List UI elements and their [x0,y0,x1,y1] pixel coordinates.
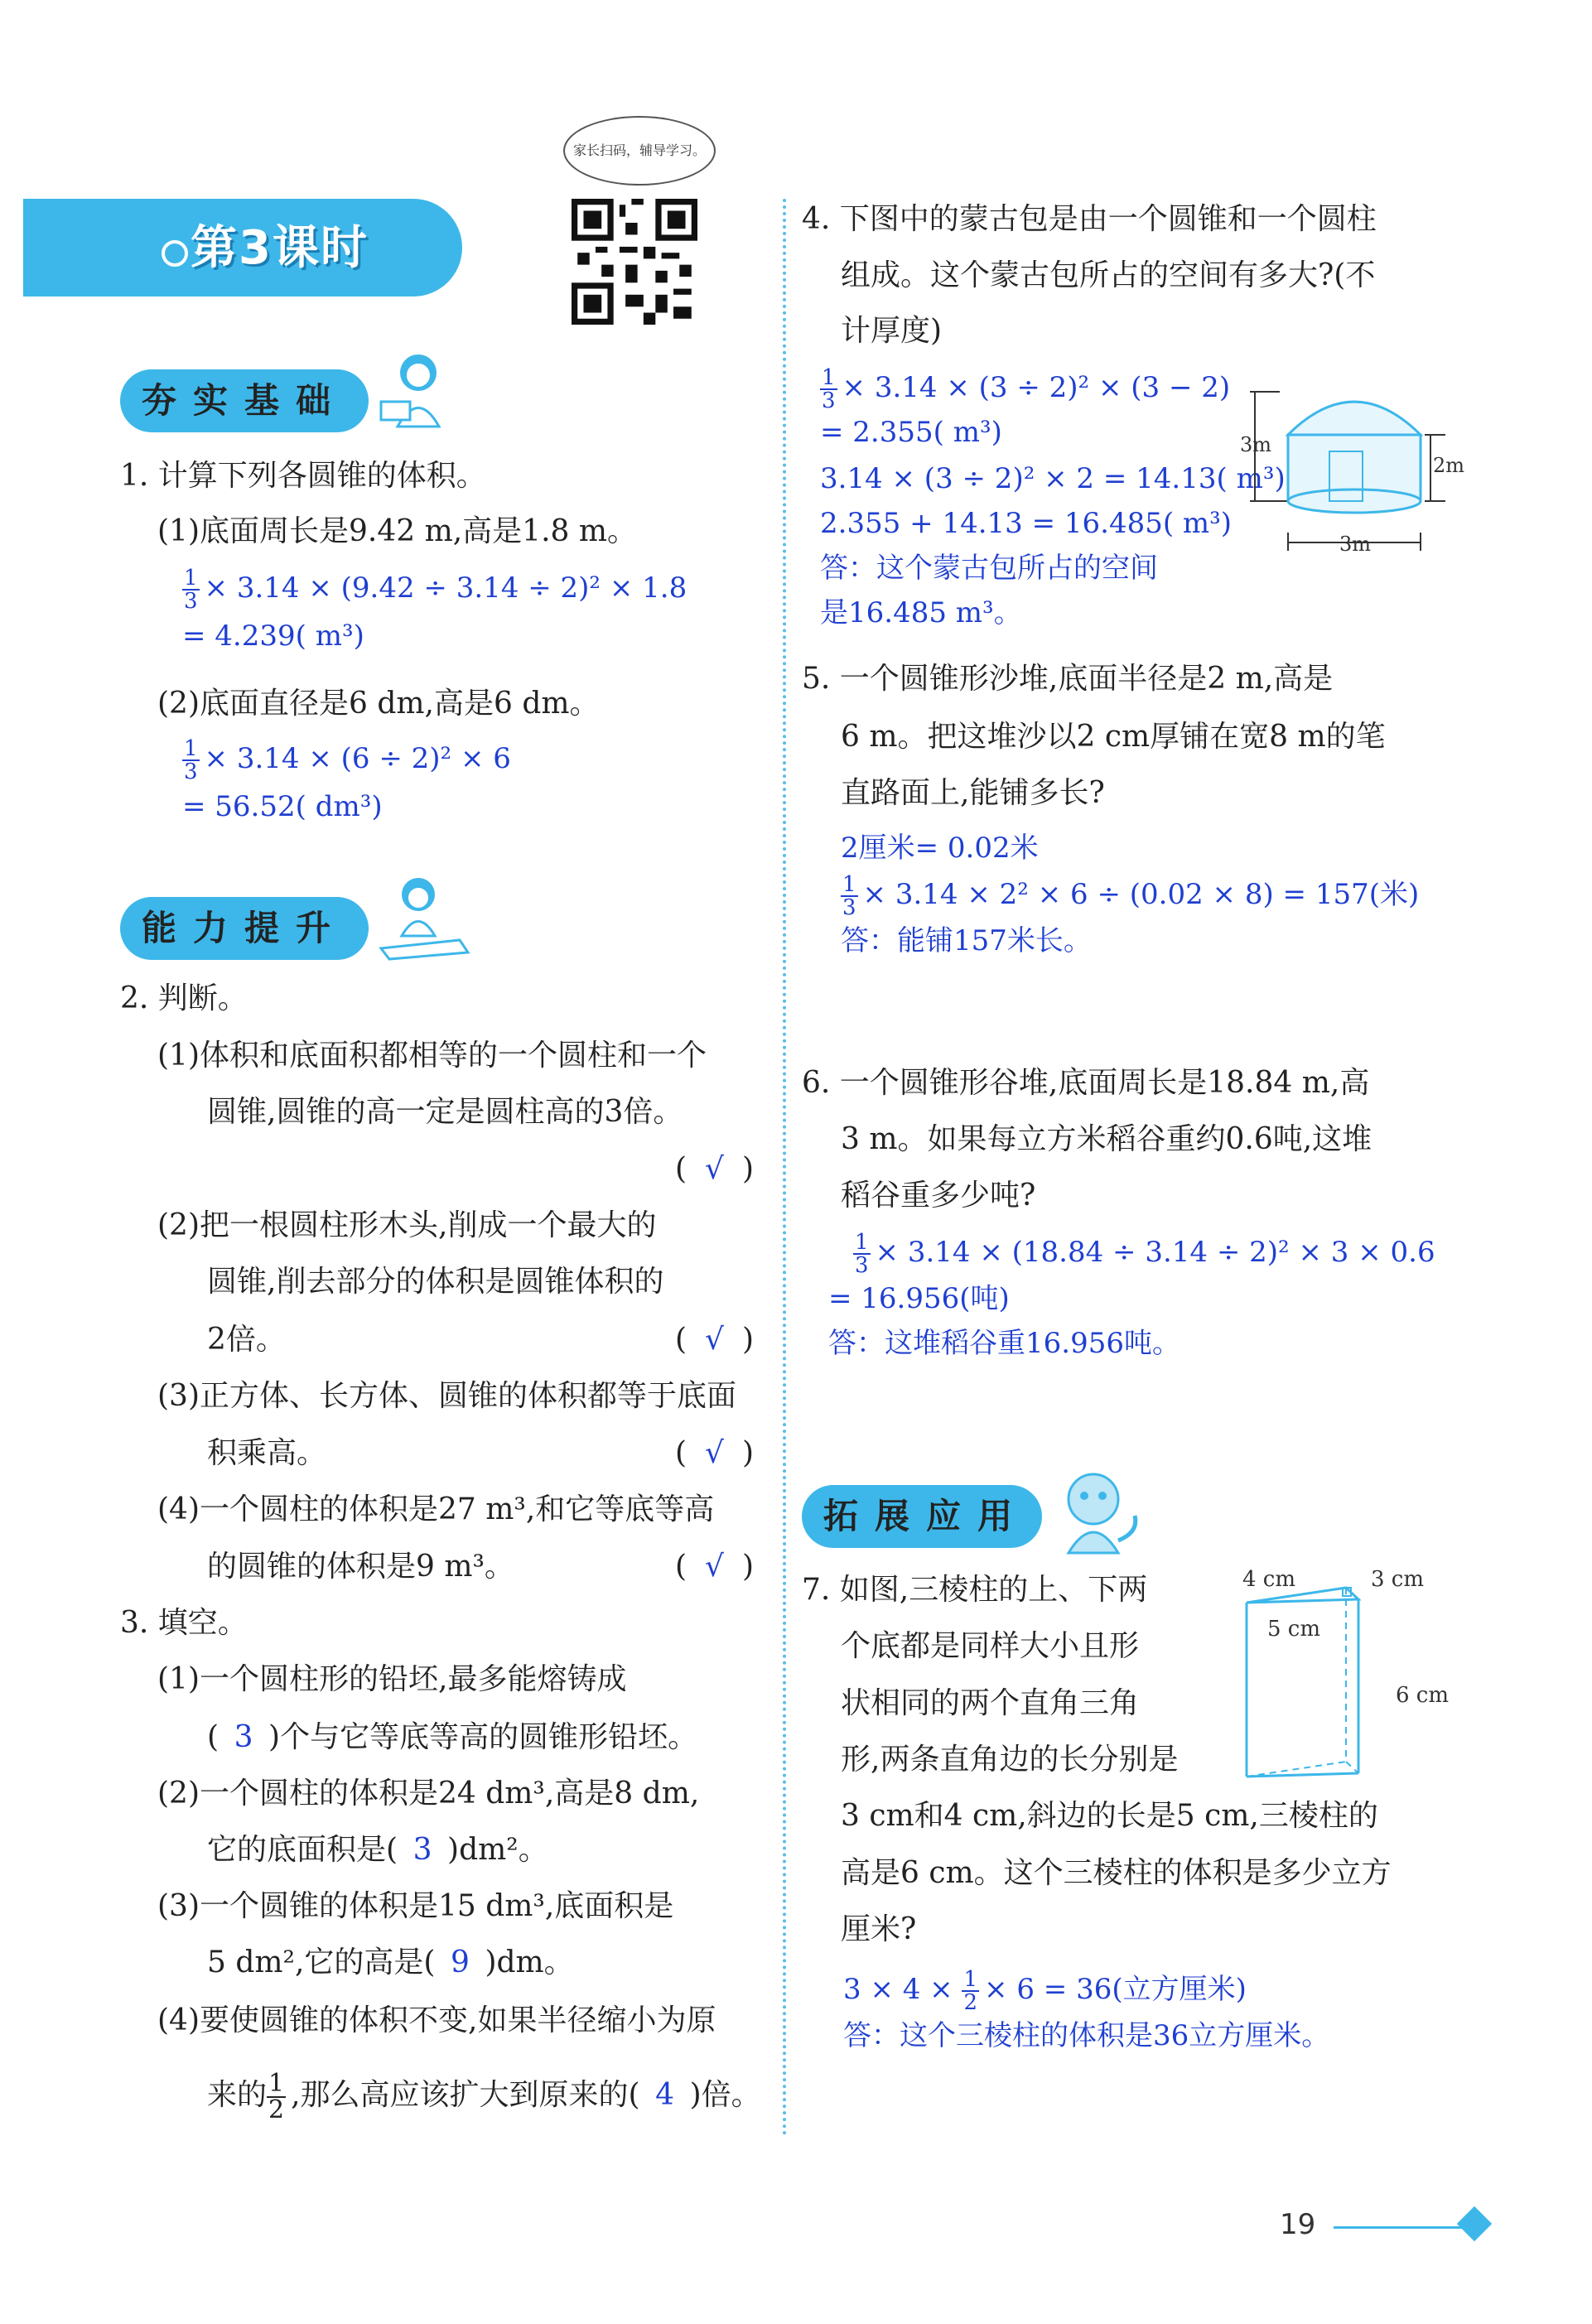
fraction-one-third: $\frac{1}{3}$ [855,1230,869,1278]
q7-answer-line2: 答：这个三棱柱的体积是36立方厘米。 [843,2019,1330,2052]
q3-part2-line1: (2)一个圆柱的体积是24 dm³,高是8 dm, [157,1777,700,1811]
q2-part2-line3: 2倍。 [207,1323,286,1357]
tiger-mascot-icon [1048,1466,1147,1557]
q2-part4-judgement: ( √ ) [675,1550,755,1584]
q2-part1-judgement: ( √ ) [675,1152,755,1186]
q3-part2-line2: 它的底面积是( 3 )dm²。 [207,1825,548,1875]
q1-part2-text: (2)底面直径是6 dm,高是6 dm。 [157,687,600,721]
q2-part4-line1: (4)一个圆柱的体积是27 m³,和它等底等高 [157,1492,715,1526]
q2-part3-judgement: ( √ ) [675,1436,755,1470]
boy-writing-icon [373,870,472,961]
q5-answer-line3: 答：能铺157米长。 [841,924,1092,957]
q7-line3: 状相同的两个直角三角 [841,1686,1140,1720]
q3-part1-line2: ( 3 )个与它等底等高的圆锥形铅坯。 [207,1713,697,1762]
q4-answer-line4: 2.355 + 14.13 = 16.485( m³) [820,507,1233,540]
q5-line3: 直路面上,能铺多长? [841,776,1105,810]
q2-part1-line1: (1)体积和底面积都相等的一个圆柱和一个 [157,1039,707,1073]
fraction-one-half: $\frac{1}{2}$ [963,1967,978,2015]
fraction-one-third: $\frac{1}{3}$ [184,736,198,784]
triangular-prism-figure [1238,1569,1470,1793]
q5-line2: 6 m。把这堆沙以2 cm厚铺在宽8 m的笔 [841,720,1386,754]
q3-part3-line2: 5 dm²,它的高是( 9 )dm。 [207,1938,574,1988]
page-number: 19 [1280,2208,1316,2241]
q1-stem: 1. 计算下列各圆锥的体积。 [120,459,486,493]
q3-part4-answer: 4 [655,2078,675,2112]
q2-part2-judgement: ( √ ) [675,1323,755,1357]
q2-part4-line2: 的圆锥的体积是9 m³。 [207,1550,514,1584]
q7-line1: 7. 如图,三棱柱的上、下两 [802,1573,1148,1607]
q3-part1-line1: (1)一个圆柱形的铅坯,最多能熔铸成 [157,1662,627,1696]
q6-line3: 稻谷重多少吨? [841,1179,1036,1213]
yurt-figure [1240,377,1465,559]
q1-part1-text: (1)底面周长是9.42 m,高是1.8 m。 [157,514,638,548]
fraction-one-third: $\frac{1}{3}$ [842,872,856,920]
section-title-extension: 拓展应用 [802,1485,1042,1548]
q5-line1: 5. 一个圆锥形沙堆,底面半径是2 m,高是 [802,662,1334,696]
q2-part2-line1: (2)把一根圆柱形木头,削成一个最大的 [157,1208,657,1242]
yurt-diameter-label: 3m [1339,533,1372,556]
q3-part1-answer: 3 [234,1720,253,1754]
q6-answer-line1: $\frac{1}{3}$ × 3.14 × (18.84 ÷ 3.14 ÷ 2)² × 3 × 0.6 [855,1230,1435,1278]
q4-answer-line5: 答：这个蒙古包所占的空间 [820,552,1158,585]
qr-caption-bubble [563,116,716,186]
page-number-line [1334,2226,1466,2229]
q2-part3-line1: (3)正方体、长方体、圆锥的体积都等于底面 [157,1379,736,1413]
fraction-one-third: $\frac{1}{3}$ [184,566,198,614]
fraction-one-third: $\frac{1}{3}$ [822,365,836,413]
q1-part2-answer-line1: $\frac{1}{3}$ × 3.14 × (6 ÷ 2)² × 6 [184,736,511,784]
q3-part3-line1: (3)一个圆锥的体积是15 dm³,底面积是 [157,1889,674,1923]
q2-part3-line2: 积乘高。 [207,1436,327,1470]
q3-stem: 3. 填空。 [120,1606,248,1640]
diamond-icon [1457,2206,1492,2241]
q4-answer-line1: $\frac{1}{3}$ × 3.14 × (3 ÷ 2)² × (3 − 2) [822,365,1231,413]
q6-answer-line3: 答：这堆稻谷重16.956吨。 [828,1327,1180,1360]
q5-answer-line1: 2厘米= 0.02米 [841,832,1039,865]
q4-line1: 4. 下图中的蒙古包是由一个圆锥和一个圆柱 [802,202,1377,236]
q4-answer-line6: 是16.485 m³。 [820,596,1022,629]
q2-part1-line2: 圆锥,圆锥的高一定是圆柱高的3倍。 [207,1095,683,1129]
girl-reading-icon [373,344,456,435]
q2-stem: 2. 判断。 [120,981,248,1015]
lesson-title: 第3课时 [191,221,369,275]
q4-answer-line3: 3.14 × (3 ÷ 2)² × 2 = 14.13( m³) [820,462,1286,495]
q4-answer-line2: = 2.355( m³) [820,416,1002,449]
section-title-ability: 能力提升 [120,897,369,960]
prism-hypotenuse-label: 5 cm [1267,1617,1321,1642]
prism-leg-4-label: 4 cm [1242,1567,1296,1592]
qr-code-icon[interactable] [572,199,697,325]
q4-line3: 计厚度) [841,314,943,348]
q7-line5: 3 cm和4 cm,斜边的长是5 cm,三棱柱的 [841,1799,1378,1833]
q2-part2-line2: 圆锥,削去部分的体积是圆锥体积的 [207,1265,664,1299]
q7-line7: 厘米? [841,1912,917,1946]
yurt-cylinder-label: 2m [1433,454,1465,477]
q3-part4-line1: (4)要使圆锥的体积不变,如果半径缩小为原 [157,2003,716,2037]
fraction-one-half: $\frac{1}{2}$ [268,2069,285,2124]
q7-answer-line1: 3 × 4 × $\frac{1}{2}$ × 6 = 36(立方厘米) [843,1967,1247,2015]
q3-part3-answer: 9 [451,1946,470,1979]
qr-caption: 家长扫码，辅导学习。 [572,142,706,158]
q1-part1-answer-line1: $\frac{1}{3}$ × 3.14 × (9.42 ÷ 3.14 ÷ 2)² × 1.8 [184,566,687,614]
prism-height-label: 6 cm [1396,1683,1450,1708]
q3-part2-answer: 3 [412,1833,432,1867]
q7-line4: 形,两条直角边的长分别是 [841,1743,1179,1777]
column-divider [783,199,786,2137]
section-title-basics: 夯实基础 [120,369,369,432]
q7-line2: 个底都是同样大小且形 [841,1629,1140,1663]
q4-line2: 组成。这个蒙古包所占的空间有多大?(不 [841,258,1376,292]
q3-part4-line2: 来的 $\frac{1}{2}$ ,那么高应该扩大到原来的( 4 )倍。 [207,2069,761,2124]
q6-line2: 3 m。如果每立方米稻谷重约0.6吨,这堆 [841,1122,1372,1156]
yurt-height-label: 3m [1240,433,1272,456]
prism-leg-3-label: 3 cm [1371,1567,1425,1592]
q7-line6: 高是6 cm。这个三棱柱的体积是多少立方 [841,1856,1392,1890]
q1-part1-answer-line2: = 4.239( m³) [182,620,364,653]
q1-part2-answer-line2: = 56.52( dm³) [182,790,383,823]
q6-answer-line2: = 16.956(吨) [828,1282,1010,1315]
q6-line1: 6. 一个圆锥形谷堆,底面周长是18.84 m,高 [802,1066,1370,1100]
q5-answer-line2: $\frac{1}{3}$ × 3.14 × 2² × 6 ÷ (0.02 × 8) = 157(米) [842,872,1420,920]
bullet-icon [162,240,188,267]
